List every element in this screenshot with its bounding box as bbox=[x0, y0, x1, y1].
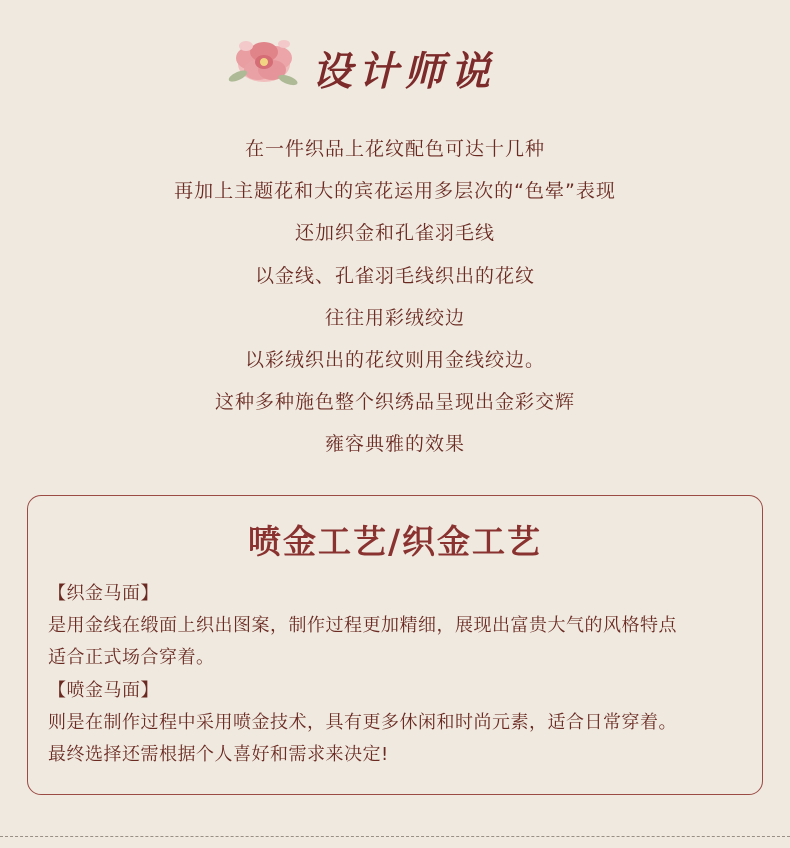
header-title: 设计师说 bbox=[312, 48, 496, 95]
card-body bbox=[48, 578, 758, 771]
card-line: 是用金线在缎面上织出图案，制作过程更加精细，展现出富贵大气的风格特点 bbox=[48, 615, 677, 637]
poem-line: 这种多种施色整个织绣品呈现出金彩交辉 bbox=[214, 391, 575, 414]
poem-line: 还加织金和孔雀羽毛线 bbox=[294, 222, 495, 245]
card-title: 喷金工艺/织金工艺 bbox=[247, 522, 543, 561]
designer-poem bbox=[0, 128, 790, 466]
card-line: 则是在制作过程中采用喷金技术，具有更多休闲和时尚元素，适合日常穿着。 bbox=[48, 711, 677, 733]
poem-line: 以彩绒织出的花纹则用金线绞边。 bbox=[244, 348, 545, 371]
poem-line: 以金线、孔雀羽毛线织出的花纹 bbox=[254, 264, 535, 287]
poem-line: 再加上主题花和大的宾花运用多层次的“色晕”表现 bbox=[174, 180, 616, 203]
card-line: 适合正式场合穿着。 bbox=[48, 647, 215, 669]
poem-line: 在一件织品上花纹配色可达十几种 bbox=[244, 138, 545, 160]
card-line: 最终选择还需根据个人喜好和需求来决定! bbox=[48, 743, 389, 765]
section-header bbox=[0, 28, 790, 100]
card-line: 【喷金马面】 bbox=[48, 679, 159, 701]
craft-info-card bbox=[27, 495, 763, 795]
card-line: 【织金马面】 bbox=[48, 583, 159, 604]
poem-line: 往往用彩绒绞边 bbox=[324, 306, 465, 329]
poem-line: 雍容典雅的效果 bbox=[324, 433, 465, 456]
dashed-divider bbox=[0, 836, 790, 837]
peony-flower-icon bbox=[224, 30, 304, 96]
